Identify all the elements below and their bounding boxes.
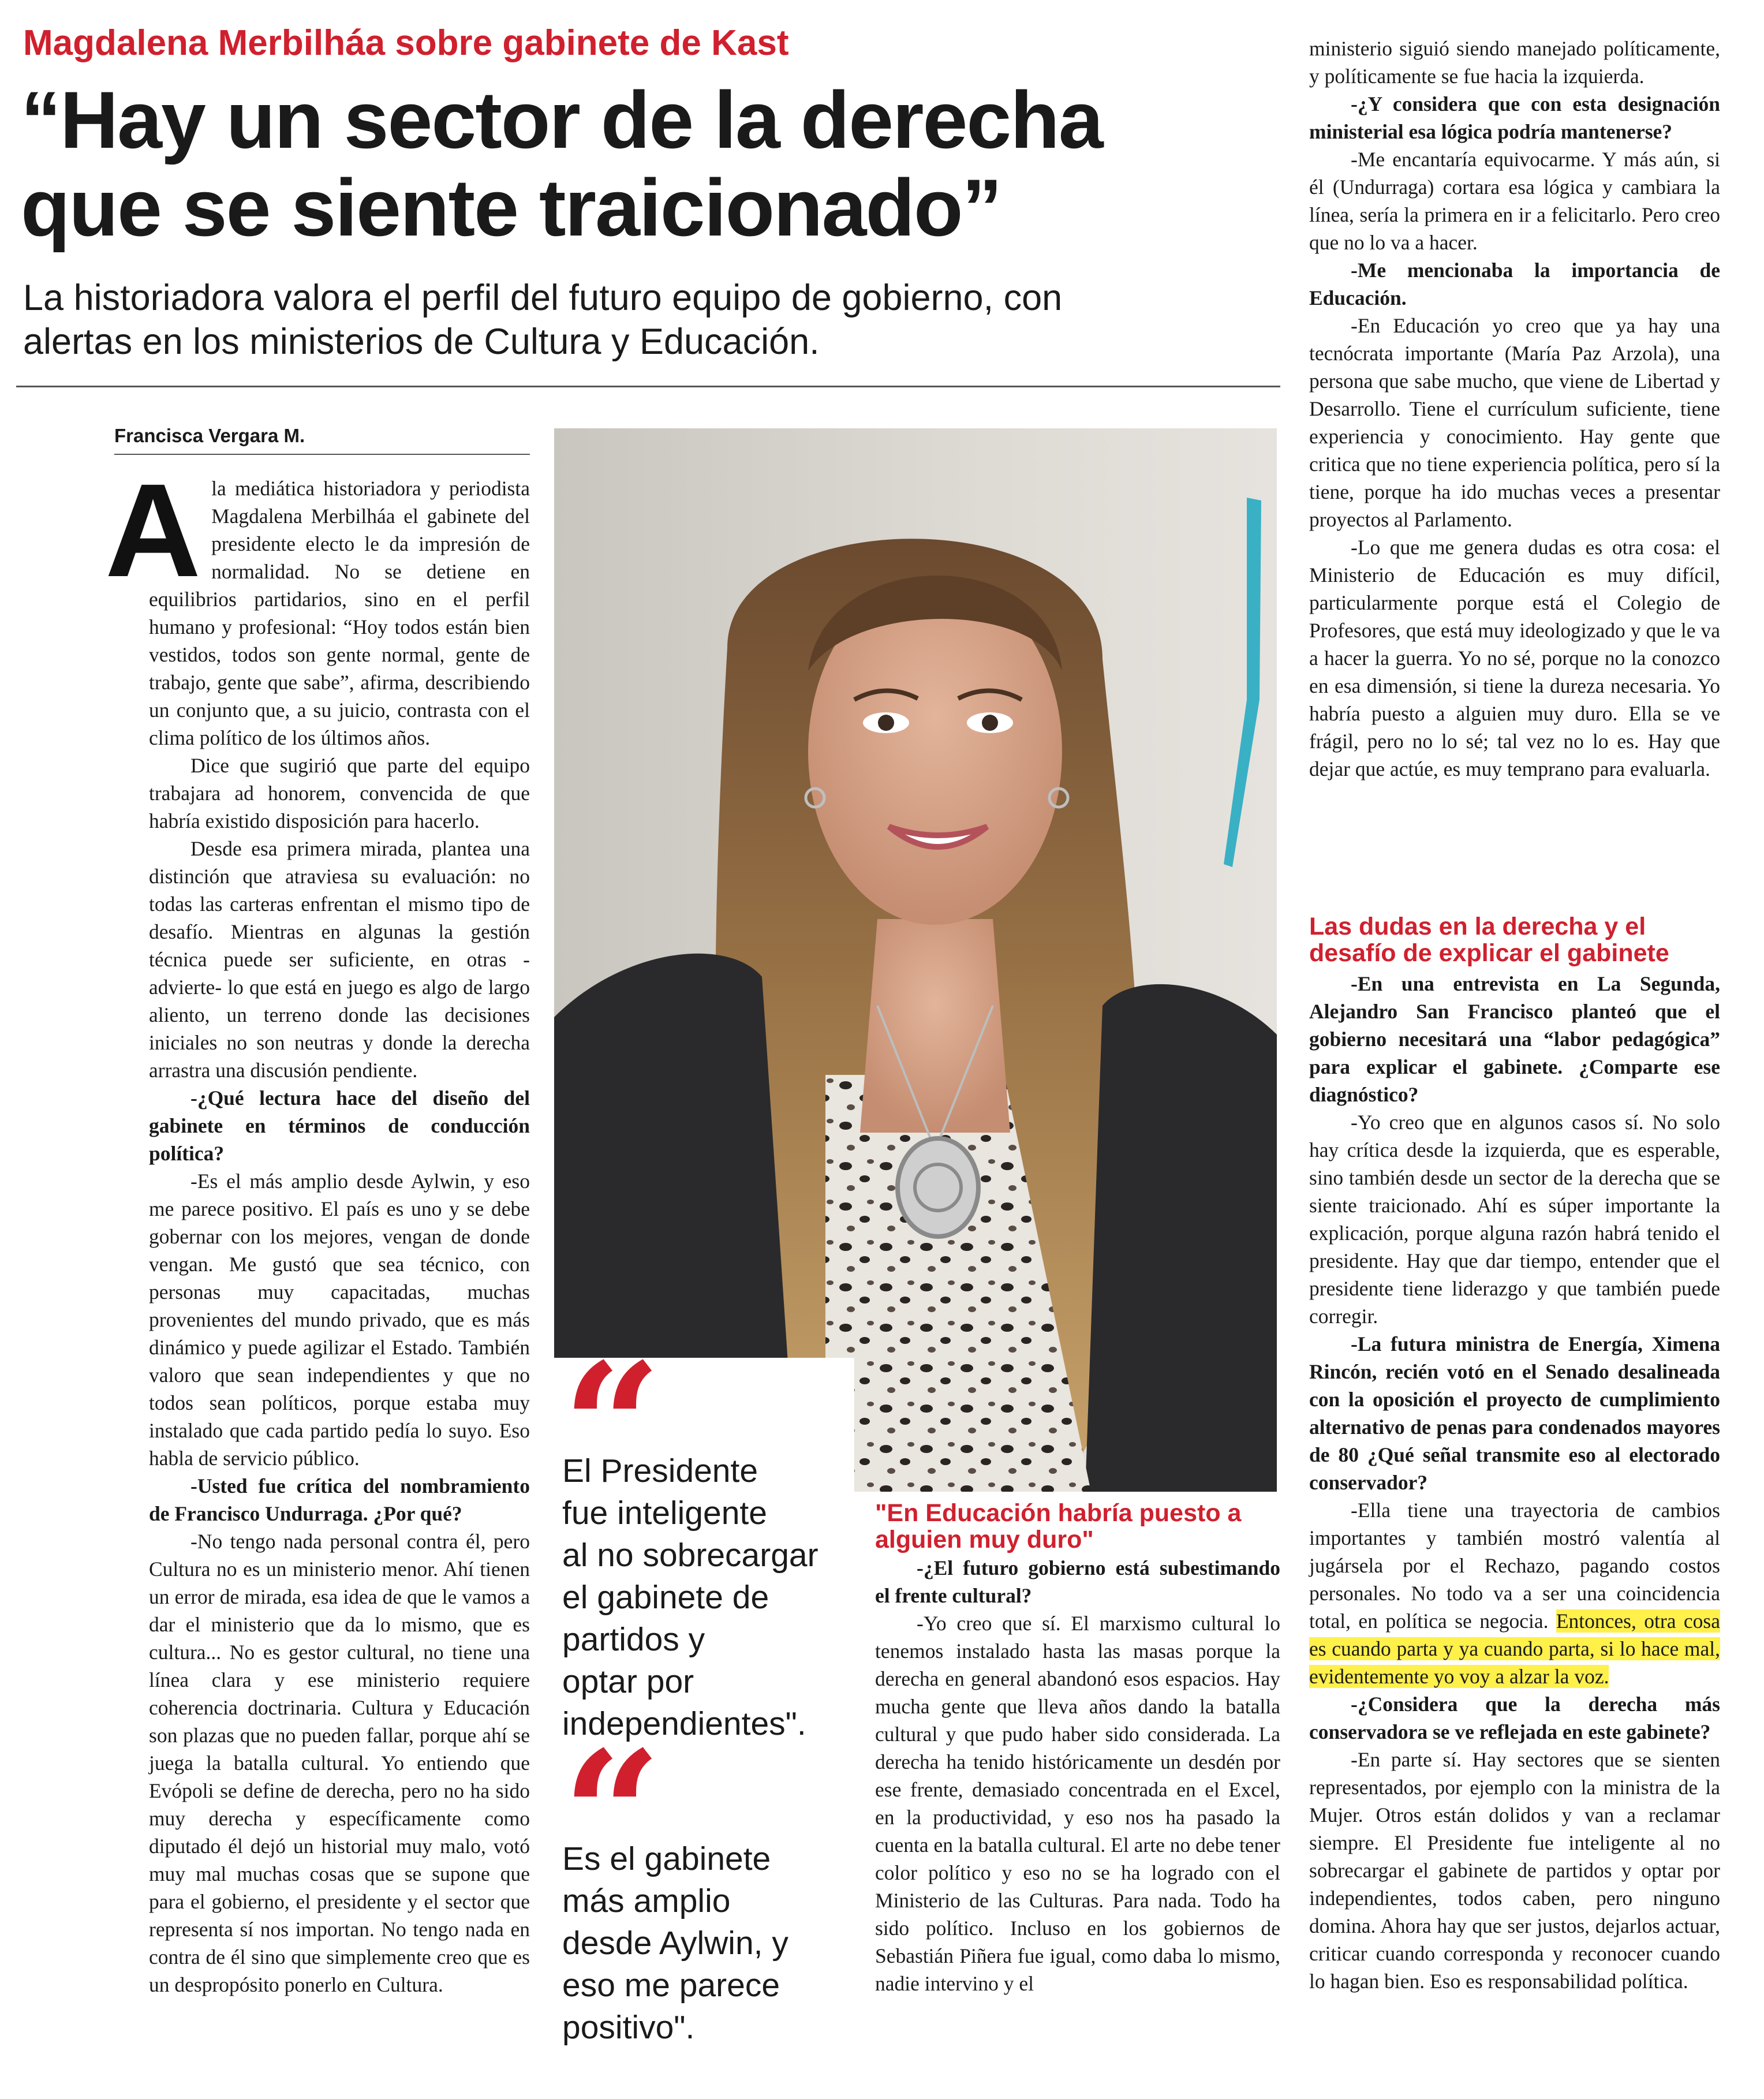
column-3 bbox=[1309, 35, 1720, 783]
quote-line: positivo". bbox=[562, 2009, 695, 2046]
question: -La futura ministra de Energía, Ximena Rincón, recién votó en el Senado desalineada con la oposición el proyecto de cumplimiento alternativo de penas para condenados mayores de 80 ¿Qué señal transmite eso al electorado conservador? bbox=[1309, 1332, 1720, 1494]
question: -¿Y considera que con esta designación ministerial esa lógica podría mantenerse? bbox=[1309, 92, 1720, 143]
answer: -Es el más amplio desde Aylwin, y eso me parece positivo. El país es uno y se debe gobernar con los mejores, vengan de donde vengan. Me gustó que sea técnico, con personas muy capacitadas, muchas provenientes del mundo privado, que es más dinámico y puede agilizar el Estado. También valoro que sean independientes y que no todos sean políticos, porque estaba muy instalado que cada partido pedía lo suyo. Eso habla de servicio público. bbox=[149, 1170, 530, 1470]
quote-line: Es el gabinete bbox=[562, 1840, 771, 1877]
column-1 bbox=[105, 456, 530, 1999]
question: -¿Qué lectura hace del diseño del gabinete en términos de conducción política? bbox=[149, 1086, 530, 1165]
pull-quote bbox=[562, 1358, 819, 1745]
drop-cap: A bbox=[105, 456, 201, 604]
quote-line: El Presidente bbox=[562, 1452, 758, 1489]
quote-line: partidos y bbox=[562, 1621, 705, 1658]
pull-quote-text bbox=[562, 1838, 788, 2049]
answer: -En Educación yo creo que ya hay una tecnócrata importante (María Paz Arzola), una persona que sabe mucho, que viene de Libertad y Desarrollo. Tiene el currículum suficiente, tiene experiencia y conocimiento. Hay gente que critica que no tiene experiencia política, pero sí la tiene, porque ha ido muchas veces a presentar proyectos al Parlamento. bbox=[1309, 314, 1720, 531]
answer: -Yo creo que sí. El marxismo cultural lo tenemos instalado hasta las masas porque la derecha en general abandonó esos espacios. Hay mucha gente que lleva años dando la batalla cultural y que pudo haber sido considerada. La derecha ha tenido históricamente un desdén por ese frente, demasiado concentrada en el Excel, en la productividad, y eso nos ha pasado la cuenta en la batalla cultural. El arte no debe tener color político y eso no se ha logrado con el Ministerio de las Culturas. Para nada. Todo ha sido político. Incluso en los gobiernos de Sebastián Piñera fue igual, como daba lo mismo, nadie intervino y el bbox=[875, 1612, 1280, 1995]
byline-divider bbox=[114, 454, 530, 455]
quote-line: fue inteligente bbox=[562, 1495, 767, 1532]
answer: -Lo que me genera dudas es otra cosa: el Ministerio de Educación es muy difícil, particularmente porque está el Colegio de Profesores, que está muy ideologizado y que le va a hacer la guerra. Yo no sé, porque no la conozco en esa dimensión, si tiene la dureza necesaria. Yo habría puesto a alguien muy duro. Ella se ve frágil, pero no lo sé; tal vez no lo es. Hay que dejar que actúe, es muy temprano para evaluarla. bbox=[1309, 536, 1720, 780]
quote-line: independientes". bbox=[562, 1705, 806, 1742]
pull-quote-text bbox=[562, 1450, 819, 1745]
portrait-photo bbox=[554, 428, 1277, 1492]
quote-line: eso me parece bbox=[562, 1967, 780, 2004]
headline-line: “Hay un sector de la derecha bbox=[21, 74, 1102, 165]
subhead-line: La historiadora valora el perfil del futuro equipo de gobierno, con bbox=[23, 278, 1063, 318]
paragraph: ministerio siguió siendo manejado políticamente, y políticamente se fue hacia la izquierda. bbox=[1309, 37, 1720, 88]
headline bbox=[21, 76, 1279, 252]
section-title: "En Educación habría puesto a alguien muy duro" bbox=[875, 1499, 1242, 1553]
subhead-line: alertas en los ministerios de Cultura y Educación. bbox=[23, 322, 820, 362]
paragraph-text: la mediática historiadora y periodista Magdalena Merbilháa el gabinete del presidente electo le da impresión de normalidad. No se detiene en equilibrios partidarios, sino en el perfil humano y profesional: “Hoy todos están bien vestidos, todos son gente normal, gente de trabajo, gente que sabe”, afirma, describiendo un conjunto que, a su juicio, contrasta con el clima político de los últimos años. bbox=[149, 477, 530, 749]
answer: -Yo creo que en algunos casos sí. No solo hay crítica desde la izquierda, que es esperable, sino también desde un sector de la derecha que se siente traicionado. Ahí es súper importante la explicación, porque alguna razón habrá tenido el presidente. Hay que dar tiempo, entender que el presidente tiene liderazgo y que también puede corregir. bbox=[1309, 1111, 1720, 1328]
quote-line: desde Aylwin, y bbox=[562, 1925, 788, 1962]
answer: -No tengo nada personal contra él, pero Cultura no es un ministerio menor. Ahí tienen un error de mirada, esa idea de que le vamos a dar el ministerio que da lo mismo, que es cultura... No es gestor cultural, no tiene una línea clara y ese ministerio requiere coherencia doctrinaria. Cultura y Educación son plazas que no pueden fallar, porque ahí se juega la batalla cultural. Yo entiendo que Evópoli se define de derecha, pero no ha sido muy derecha y específicamente como diputado él dejó un historial muy malo, votó muy mal muchas cosas que se supone que para el gobierno, el presidente y el sector que representa sí nos importan. No tengo nada en contra de él sino que simplemente creo que es un despropósito ponerlo en Cultura. bbox=[149, 1530, 530, 1996]
answer: -En parte sí. Hay sectores que se sienten representados, por ejemplo con la ministra de la Mujer. Otros están dolidos y van a reclamar siempre. El Presidente fue inteligente al no sobrecargar el gabinete de partidos y optar por independientes, todos caben, pero ninguno domina. Ahora hay que ser justos, dejarlos actuar, criticar cuando corresponda y reconocer cuando lo hagan bien. Eso es responsabilidad política. bbox=[1309, 1748, 1720, 1993]
kicker: Magdalena Merbilháa sobre gabinete de Kast bbox=[23, 23, 789, 63]
quote-mark-icon bbox=[562, 1358, 819, 1456]
pull-quote bbox=[562, 1746, 788, 2049]
paragraph: Dice que sugirió que parte del equipo trabajara ad honorem, convencida de que habría existido disposición para hacerlo. bbox=[149, 754, 530, 832]
byline: Francisca Vergara M. bbox=[114, 425, 305, 446]
quote-mark-icon bbox=[562, 1746, 788, 1844]
paragraph: Desde esa primera mirada, plantea una distinción que atraviesa su evaluación: no todas las carteras enfrentan el mismo tipo de desafío. Mientras en algunas la gestión técnica puede ser suficiente, en otras -advierte- lo que está en juego es algo de largo aliento, un terreno donde las decisiones iniciales no son neutras y donde la derecha arrastra una discusión pendiente. bbox=[149, 837, 530, 1082]
question: -¿El futuro gobierno está subestimando el frente cultural? bbox=[875, 1556, 1280, 1607]
quote-line: optar por bbox=[562, 1663, 694, 1700]
highlighted-text: Entonces, otra cosa es cuando parta y ya cuando parta, si lo hace mal, evidentemente yo voy a alzar la voz. bbox=[1309, 1609, 1720, 1688]
question: -Usted fue crítica del nombramiento de Francisco Undurraga. ¿Por qué? bbox=[149, 1474, 530, 1525]
answer: -Me encantaría equivocarme. Y más aún, si él (Undurraga) cortara esa lógica y cambiara la línea, sería la primera en ir a felicitarlo. Pero creo que no lo va a hacer. bbox=[1309, 148, 1720, 254]
column-3-continued bbox=[1309, 970, 1720, 1995]
portrait-illustration bbox=[554, 428, 1277, 1492]
answer bbox=[1309, 1496, 1720, 1690]
lead-paragraph bbox=[105, 456, 530, 752]
quote-line: al no sobrecargar bbox=[562, 1537, 819, 1574]
subhead bbox=[23, 276, 1281, 364]
question: -En una entrevista en La Segunda, Alejandro San Francisco planteó que el gobierno necesitará una “labor pedagógica” para explicar el gabinete. ¿Comparte ese diagnóstico? bbox=[1309, 972, 1720, 1106]
question: -¿Considera que la derecha más conservadora se ve reflejada en este gabinete? bbox=[1309, 1693, 1720, 1743]
quote-line: el gabinete de bbox=[562, 1579, 769, 1616]
header-divider bbox=[16, 386, 1280, 387]
column-2 bbox=[875, 1554, 1280, 1997]
headline-line: que se siente traicionado” bbox=[21, 162, 1001, 253]
quote-line: más amplio bbox=[562, 1883, 731, 1919]
pull-quotes bbox=[554, 1358, 854, 2074]
answer-text: -Ella tiene una trayectoria de cambios importantes y también mostró valentía al jugársela por el Rechazo, pagando costos personales. No todo va a ser una coincidencia total, en política se negocia. bbox=[1309, 1499, 1720, 1633]
section-title: Las dudas en la derecha y el desafío de explicar el gabinete bbox=[1309, 913, 1669, 967]
question: -Me mencionaba la importancia de Educación. bbox=[1309, 259, 1720, 309]
